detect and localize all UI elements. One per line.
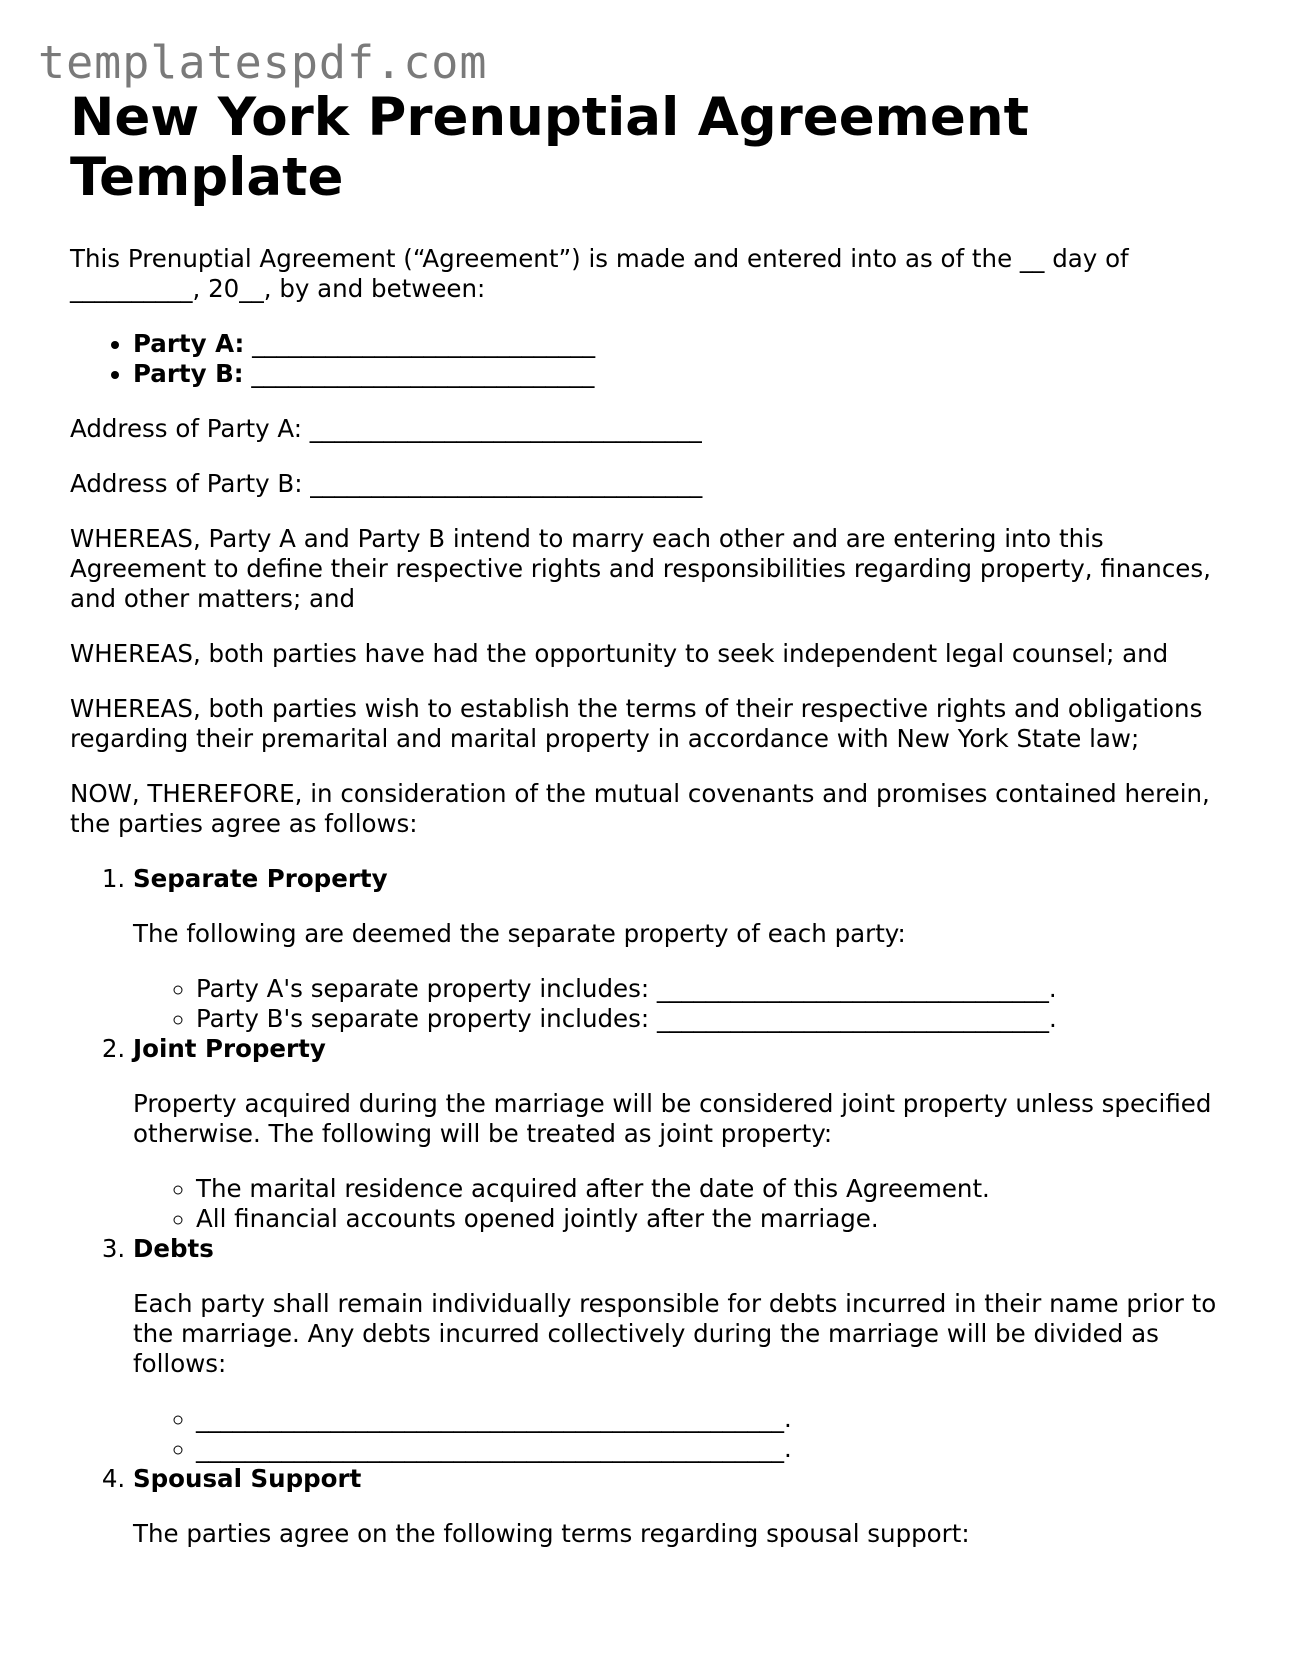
intro-paragraph: This Prenuptial Agreement (“Agreement”) is made and entered into as of the __ day of __________, 20__, by and between: — [70, 244, 1129, 303]
section-items — [133, 1174, 1230, 1234]
now-therefore-clause: NOW, THEREFORE, in consideration of the mutual covenants and promises contained herein, the parties agree as follows: — [70, 779, 1210, 838]
party-b-label: Party B: — [133, 359, 244, 388]
whereas-clause-2: WHEREAS, both parties have had the opportunity to seek independent legal counsel; and — [70, 639, 1169, 668]
section-body: Property acquired during the marriage will be considered joint property unless specified otherwise. The following will be treated as joint property: — [133, 1089, 1212, 1148]
party-a-label: Party A: — [133, 329, 245, 358]
section-items — [133, 1404, 1230, 1464]
party-a-blank: ____________________________ — [252, 329, 596, 358]
section-title: 3. Debts — [133, 1234, 214, 1263]
section-title: 2. Joint Property — [133, 1034, 326, 1063]
section-body: The parties agree on the following terms regarding spousal support: — [133, 1519, 970, 1548]
address-party-a: Address of Party A: ________________________________ — [70, 414, 702, 443]
section-debts — [133, 1234, 1230, 1464]
section-items — [133, 974, 1230, 1034]
list-item: ◦ Party B's separate property includes: ________________________________. — [196, 1004, 1230, 1034]
section-body: The following are deemed the separate property of each party: — [133, 919, 906, 948]
whereas-clause-3: WHEREAS, both parties wish to establish the terms of their respective rights and obligations regarding their premarital and marital property in accordance with New York State law; — [70, 694, 1203, 753]
section-joint-property — [133, 1034, 1230, 1234]
document-title: New York Prenuptial Agreement Template — [70, 87, 1029, 208]
document-body — [70, 88, 1230, 1549]
section-title: 4. Spousal Support — [133, 1464, 362, 1493]
party-a-item — [133, 329, 1230, 359]
party-b-blank: ____________________________ — [251, 359, 595, 388]
address-party-b: Address of Party B: ________________________________ — [70, 469, 703, 498]
section-separate-property — [133, 864, 1230, 1034]
parties-list — [70, 329, 1230, 389]
list-item: ◦ The marital residence acquired after the date of this Agreement. — [196, 1174, 1230, 1204]
list-item: ◦ All financial accounts opened jointly after the marriage. — [196, 1204, 1230, 1234]
sections-list — [70, 864, 1230, 1549]
party-b-item — [133, 359, 1230, 389]
section-spousal-support — [133, 1464, 1230, 1549]
list-item: ◦ ________________________________________________. — [196, 1434, 1230, 1464]
list-item: ◦ ________________________________________________. — [196, 1404, 1230, 1434]
whereas-clause-1: WHEREAS, Party A and Party B intend to marry each other and are entering into this Agreement to define their respective rights and responsibilities regarding property, finances, and other matters; and — [70, 524, 1211, 613]
section-title: 1. Separate Property — [133, 864, 388, 893]
watermark: templatespdf.com — [38, 36, 488, 89]
section-body: Each party shall remain individually responsible for debts incurred in their name prior to the marriage. Any debts incurred collectively during the marriage will be divided as follows: — [133, 1289, 1217, 1378]
list-item: ◦ Party A's separate property includes: ________________________________. — [196, 974, 1230, 1004]
